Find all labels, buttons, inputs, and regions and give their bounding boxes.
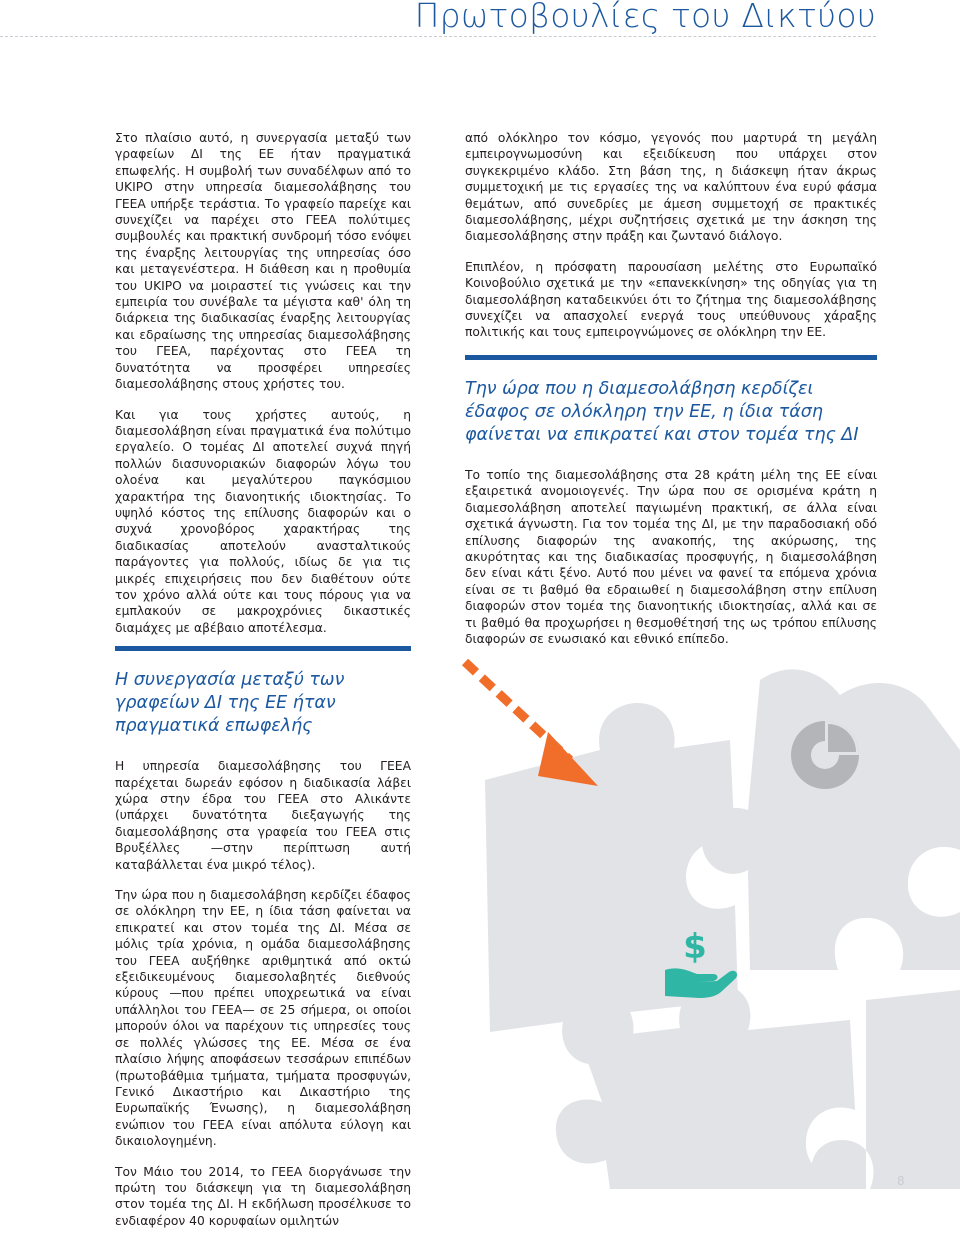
puzzle-piece (702, 669, 960, 970)
left-column (115, 130, 411, 1243)
page-title: Πρωτοβουλίες του Δικτύου (414, 0, 876, 35)
arrow-icon (465, 662, 598, 786)
right-column (465, 130, 877, 661)
header-dashed-rule (0, 36, 876, 37)
pull-quote-bar (115, 646, 411, 651)
right-paragraph-2: Επιπλέον, η πρόσφατη παρουσίαση μελέτης στο Ευρωπαϊκό Κοινοβούλιο σχετικά με την «επανεκκίνηση» της οδηγίας για τη διαμεσολάβηση καταδεικνύει ότι το ζήτημα της διαμεσολάβησης συνεχίζει να απασχολεί ενεργά τους υπεύθυνους χάραξης πολιτικής και τους εμπειρογνώμονες σε ολόκληρη την ΕΕ. (465, 259, 877, 340)
right-paragraph-1: από ολόκληρο τον κόσμο, γεγονός που μαρτυρά τη μεγάλη εμπειρογνωμοσύνη και εξειδίκευση που υπάρχει στον συγκεκριμένο κλάδο. Στη βάση της, η διάσκεψη ήταν άκρως συμμετοχική με τις εργασίες της να καλύπτουν ένα ευρύ φάσμα θεμάτων, από συνεδρίες με άμεση συμμετοχή σε πρακτικές διαμεσολάβησης, μέχρι συζητήσεις σχετικά με την άσκηση της διαμεσολάβησης στην πράξη και ζωντανό διάλογο. (465, 131, 877, 244)
puzzle-illustration (430, 640, 960, 1189)
pull-quote-bar (465, 355, 877, 360)
left-paragraph-4: Την ώρα που η διαμεσολάβηση κερδίζει έδαφος σε ολόκληρη την ΕΕ, η ίδια τάση φαίνεται να επικρατεί και στον τομέα της ΔΙ. Μέσα σε μόλις τρία χρόνια, η ομάδα διαμεσολάβησης του ΓΕΕΑ αυξήθηκε αριθμητικά από οκτώ εξειδικευμένους διαμεσολαβητές διεθνούς κύρους —που πρέπει υποχρεωτικά να είναι υπάλληλοι του ΓΕΕΑ— σε 25 σήμερα, οι οποίοι μπορούν όλοι να παρέχουν τις υπηρεσίες τους σε πολλές γλώσσες της ΕΕ. Μέσα σε ένα πλαίσιο λήψης αποφάσεων τεσσάρων επιπέδων (πρωτοβάθμια τμήματα, τμήματα προσφυγών, Γενικό Δικαστήριο και Δικαστήριο της Ευρωπαϊκής Ένωσης), η διαμεσολάβηση ενώπιον του ΓΕΕΑ είναι απόλυτα εύλογη και δικαιολογημένη. (115, 888, 411, 1149)
right-pull-quote: Την ώρα που η διαμεσολάβηση κερδίζει έδαφος σε ολόκληρη την ΕΕ, η ίδια τάση φαίνεται να επικρατεί και στον τομέα της ΔΙ (465, 378, 859, 445)
left-paragraph-2: Και για τους χρήστες αυτούς, η διαμεσολάβηση είναι πραγματικά ένα πολύτιμο εργαλείο. Ο τομέας ΔΙ αποτελεί συχνά πηγή πολλών διασυνοριακών διαφορών λόγω του ολοένα και μεγαλύτερου παγκόσμιου χαρακτήρα της διανοητικής ιδιοκτησίας. Το υψηλό κόστος της επίλυσης διαφορών και ο συχνά χρονοβόρος χαρακτήρας της διαδικασίας αποτελούν ανασταλτικούς παράγοντες για πολλούς, ιδίως δε για τις μικρές επιχειρήσεις που δεν διαθέτουν ούτε τον χρόνο αλλά ούτε και τους πόρους για να εμπλακούν σε μακροχρόνιες δικαστικές διαμάχες με αβέβαιο αποτέλεσμα. (115, 407, 411, 635)
right-paragraph-3: Το τοπίο της διαμεσολάβησης στα 28 κράτη μέλη της ΕΕ είναι εξαιρετικά ανομοιογενές. Την ώρα που σε ορισμένα κράτη η διαμεσολάβηση αποτελεί παγιωμένη πρακτική, σε άλλα είναι σχετικά άγνωστη. Για τον τομέα της ΔΙ, με την παραδοσιακή οδό επίλυσης διαφορών της ανακοπής, της ακύρωσης, της ακυρότητας και της διαδικασίας προσφυγής, η διαμεσολάβηση δεν είναι κάτι ξένο. Αυτό που μένει να φανεί τα επόμενα χρόνια είναι σε τι βαθμό θα εδραιωθεί η διαμεσολάβηση στην επίλυση διαφορών στον τομέα της διανοητικής ιδιοκτησίας, αλλά και σε τι βαθμό θα προχωρήσει η θεσμοθέτησή της ως τρόπου επίλυσης διαφορών σε ενωσιακό και εθνικό επίπεδο. (465, 467, 877, 646)
dollar-symbol: $ (683, 927, 707, 967)
left-pull-quote: Η συνεργασία μεταξύ των γραφείων ΔΙ της ΕΕ ήταν πραγματικά επωφελής (115, 670, 345, 737)
left-paragraph-3: Η υπηρεσία διαμεσολάβησης του ΓΕΕΑ παρέχεται δωρεάν εφόσον η διαδικασία λάβει χώρα στην έδρα του ΓΕΕΑ στο Αλικάντε (υπάρχει δυνατότητα διεξαγωγής της διαμεσολάβησης στα γραφεία του ΓΕΕΑ στις Βρυξέλλες —στην περίπτωση αυτή καταβάλλεται ένα μικρό τέλος). (115, 759, 411, 872)
page-number: 8 (897, 1174, 905, 1188)
left-paragraph-5: Τον Μάιο του 2014, το ΓΕΕΑ διοργάνωσε την πρώτη του διάσκεψη για τη διαμεσολάβηση στον τομέα της ΔΙ. Η εκδήλωση προσέλκυσε το ενδιαφέρον 40 κορυφαίων ομιλητών (115, 1164, 411, 1228)
pie-chart-icon (791, 721, 859, 789)
left-paragraph-1: Στο πλαίσιο αυτό, η συνεργασία μεταξύ των γραφείων ΔΙ της ΕΕ ήταν πραγματικά επωφελής. Η συμβολή των συναδέλφων από το UKIPO στην υπηρεσία διαμεσολάβησης του ΓΕΕΑ υπήρξε τεράστια. Το γραφείο παρείχε και συνεχίζει να παρέχει στο ΓΕΕΑ πολύτιμες συμβουλές και πρακτική συνδρομή τόσο ενόψει της έναρξης λειτουργίας της υπηρεσίας όσο και μεταγενέστερα. Η διάθεση και η προθυμία του UKIPO να μοιραστεί τις γνώσεις και την εμπειρία του συνέβαλε τα μέγιστα καθ' όλη τη διάρκεια της διαδικασίας έναρξης λειτουργίας και εδραίωσης της υπηρεσίας διαμεσολάβησης του ΓΕΕΑ, παρέχοντας στο ΓΕΕΑ τη δυνατότητα να προσφέρει υπηρεσίες διαμεσολάβησης στους χρήστες του. (115, 131, 411, 392)
